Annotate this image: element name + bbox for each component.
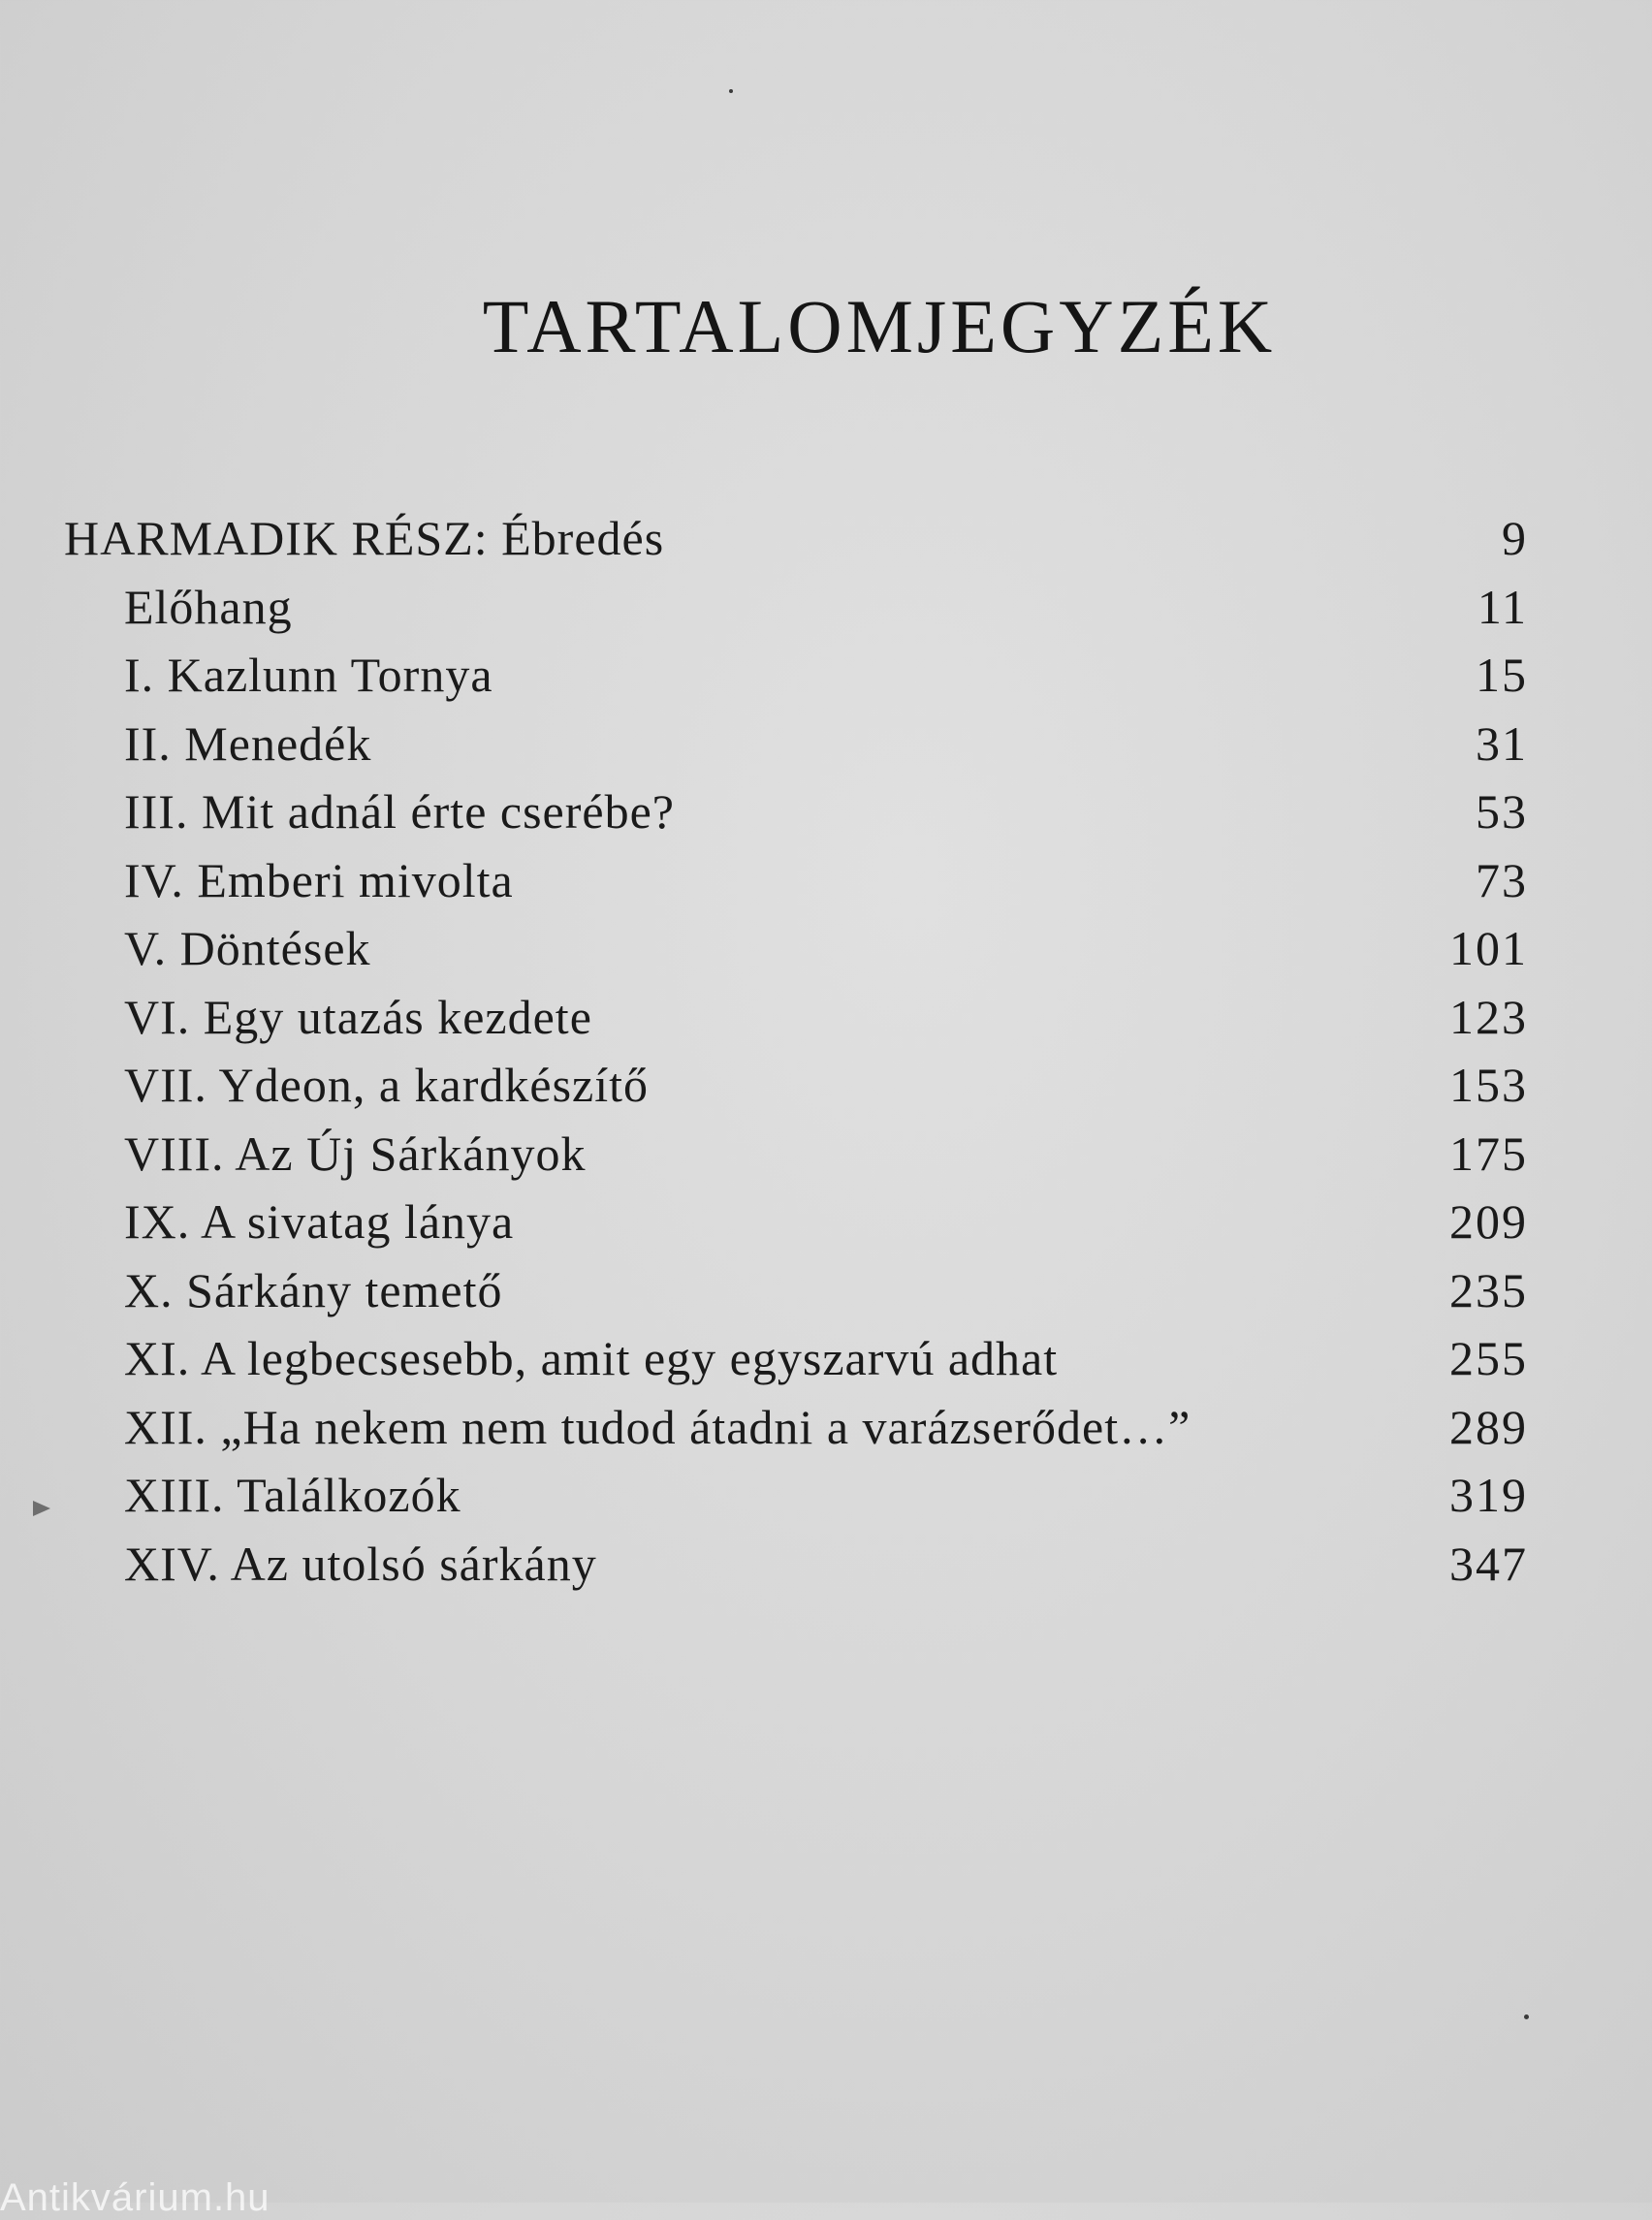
toc-page-number: 235 — [1449, 1262, 1528, 1317]
toc-chapter-row — [0, 1051, 1652, 1119]
toc-part-row — [0, 504, 1652, 572]
toc-entry-title: XII. „Ha nekem nem tudod átadni a varázserődet…” — [124, 1399, 1191, 1454]
toc-entry-title: III. Mit adnál érte cserébe? — [124, 784, 675, 839]
toc-page-number: 153 — [1449, 1058, 1528, 1112]
toc-entry-title: IV. Emberi mivolta — [124, 852, 514, 907]
toc-chapter-row — [0, 1256, 1652, 1324]
toc-chapter-row — [0, 710, 1652, 777]
toc-page-number: 209 — [1449, 1194, 1528, 1249]
toc-page-number: 101 — [1449, 921, 1528, 975]
toc-chapter-row — [0, 1393, 1652, 1461]
toc-chapter-row — [0, 573, 1652, 641]
toc-entry-title: XIII. Találkozók — [124, 1468, 461, 1522]
toc-chapter-row — [0, 641, 1652, 709]
toc-chapter-row — [0, 1188, 1652, 1255]
toc-chapter-row — [0, 846, 1652, 914]
toc-entry-title: XI. A legbecsesebb, amit egy egyszarvú adhat — [124, 1331, 1059, 1385]
toc-chapter-row — [0, 1530, 1652, 1598]
toc-chapter-row — [0, 914, 1652, 982]
toc-page-number: 123 — [1449, 989, 1528, 1044]
toc-entry-title: I. Kazlunn Tornya — [124, 648, 493, 702]
toc-page-number: 319 — [1449, 1468, 1528, 1522]
watermark: Antikvárium.hu — [0, 2176, 270, 2219]
toc-page-number: 289 — [1449, 1399, 1528, 1454]
toc-chapter-row — [0, 1324, 1652, 1392]
toc-chapter-row — [0, 777, 1652, 845]
toc-chapter-row — [0, 983, 1652, 1051]
toc-entry-title: VI. Egy utazás kezdete — [124, 989, 592, 1044]
toc-page-number: 31 — [1476, 715, 1528, 771]
toc-page-number: 11 — [1477, 579, 1528, 634]
toc-chapter-row — [0, 1461, 1652, 1529]
toc-entry-title: IX. A sivatag lánya — [124, 1194, 515, 1249]
paper-speck — [1524, 2014, 1529, 2019]
toc-entry-title: Előhang — [124, 579, 293, 634]
toc-entry-title: V. Döntések — [124, 921, 371, 975]
toc-page-number: 175 — [1449, 1126, 1528, 1181]
margin-mark-icon — [33, 1501, 50, 1516]
toc-chapter-row — [0, 1120, 1652, 1188]
toc-entry-title: II. Menedék — [124, 715, 372, 771]
toc-entry-title: HARMADIK RÉSZ: Ébredés — [64, 511, 665, 565]
toc-entry-title: VIII. Az Új Sárkányok — [124, 1126, 587, 1181]
toc-entry-title: VII. Ydeon, a kardkészítő — [124, 1058, 650, 1112]
toc-page-number: 9 — [1502, 511, 1528, 565]
toc-page-number: 53 — [1476, 784, 1528, 839]
paper-speck — [729, 89, 733, 93]
page-title: TARTALOMJEGYZÉK — [482, 284, 1277, 368]
toc-page-number: 73 — [1476, 852, 1528, 907]
toc-entry-title: X. Sárkány temető — [124, 1262, 503, 1317]
toc-entry-title: XIV. Az utolsó sárkány — [124, 1536, 597, 1591]
toc-page-number: 15 — [1476, 648, 1528, 702]
toc-page-number: 255 — [1449, 1331, 1528, 1385]
toc-page-number: 347 — [1449, 1536, 1528, 1591]
